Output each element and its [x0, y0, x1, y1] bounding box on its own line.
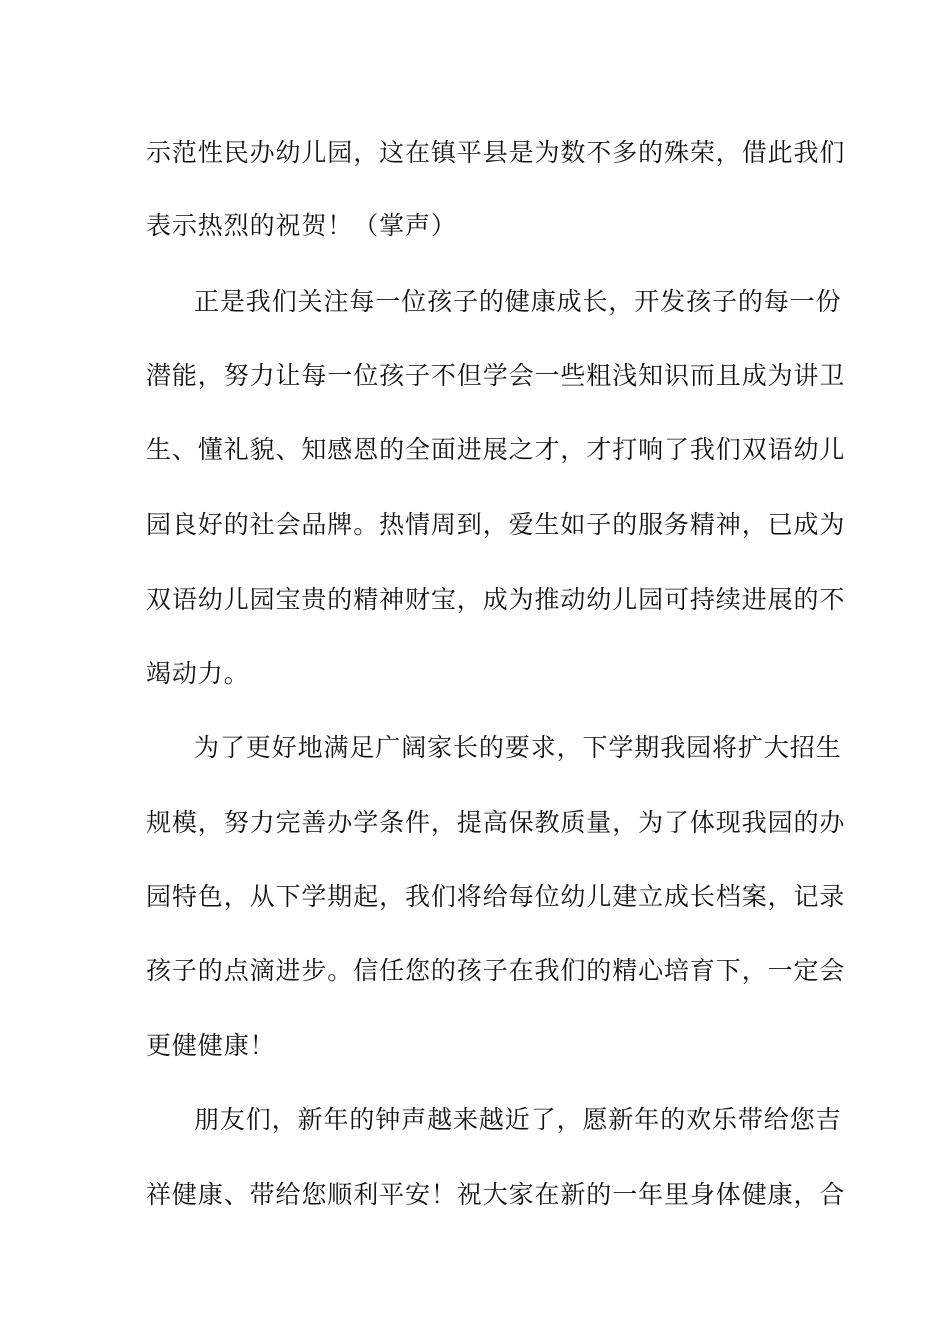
- text-line: 生、懂礼貌、知感恩的全面进展之才，才打响了我们双语幼儿: [146, 435, 846, 464]
- text-line: 双语幼儿园宝贵的精神财宝，成为推动幼儿园可持续进展的不: [146, 585, 846, 614]
- text-line: 规模，努力完善办学条件，提高保教质量，为了体现我园的办: [146, 808, 846, 837]
- text-line: 孩子的点滴进步。信任您的孩子在我们的精心培育下，一定会: [146, 956, 846, 985]
- text-line: 潜能，努力让每一位孩子不但学会一些粗浅知识而且成为讲卫: [146, 361, 846, 390]
- paragraph-first-line: 为了更好地满足广阔家长的要求，下学期我园将扩大招生: [194, 733, 842, 762]
- text-line: 竭动力。: [146, 659, 250, 688]
- paragraph-first-line: 正是我们关注每一位孩子的健康成长，开发孩子的每一份: [194, 287, 842, 316]
- text-line: 园良好的社会品牌。热情周到，爱生如子的服务精神，已成为: [146, 510, 846, 539]
- paragraph-first-line: 朋友们，新年的钟声越来越近了，愿新年的欢乐带给您吉: [194, 1105, 842, 1134]
- text-line: 祥健康、带给您顺利平安！祝大家在新的一年里身体健康，合: [146, 1180, 846, 1209]
- text-line: 表示热烈的祝贺！（掌声）: [146, 211, 457, 240]
- text-line: 示范性民办幼儿园，这在镇平县是为数不多的殊荣，借此我们: [146, 138, 846, 167]
- text-line: 更健健康！: [146, 1031, 276, 1060]
- text-line: 园特色，从下学期起，我们将给每位幼儿建立成长档案，记录: [146, 882, 846, 911]
